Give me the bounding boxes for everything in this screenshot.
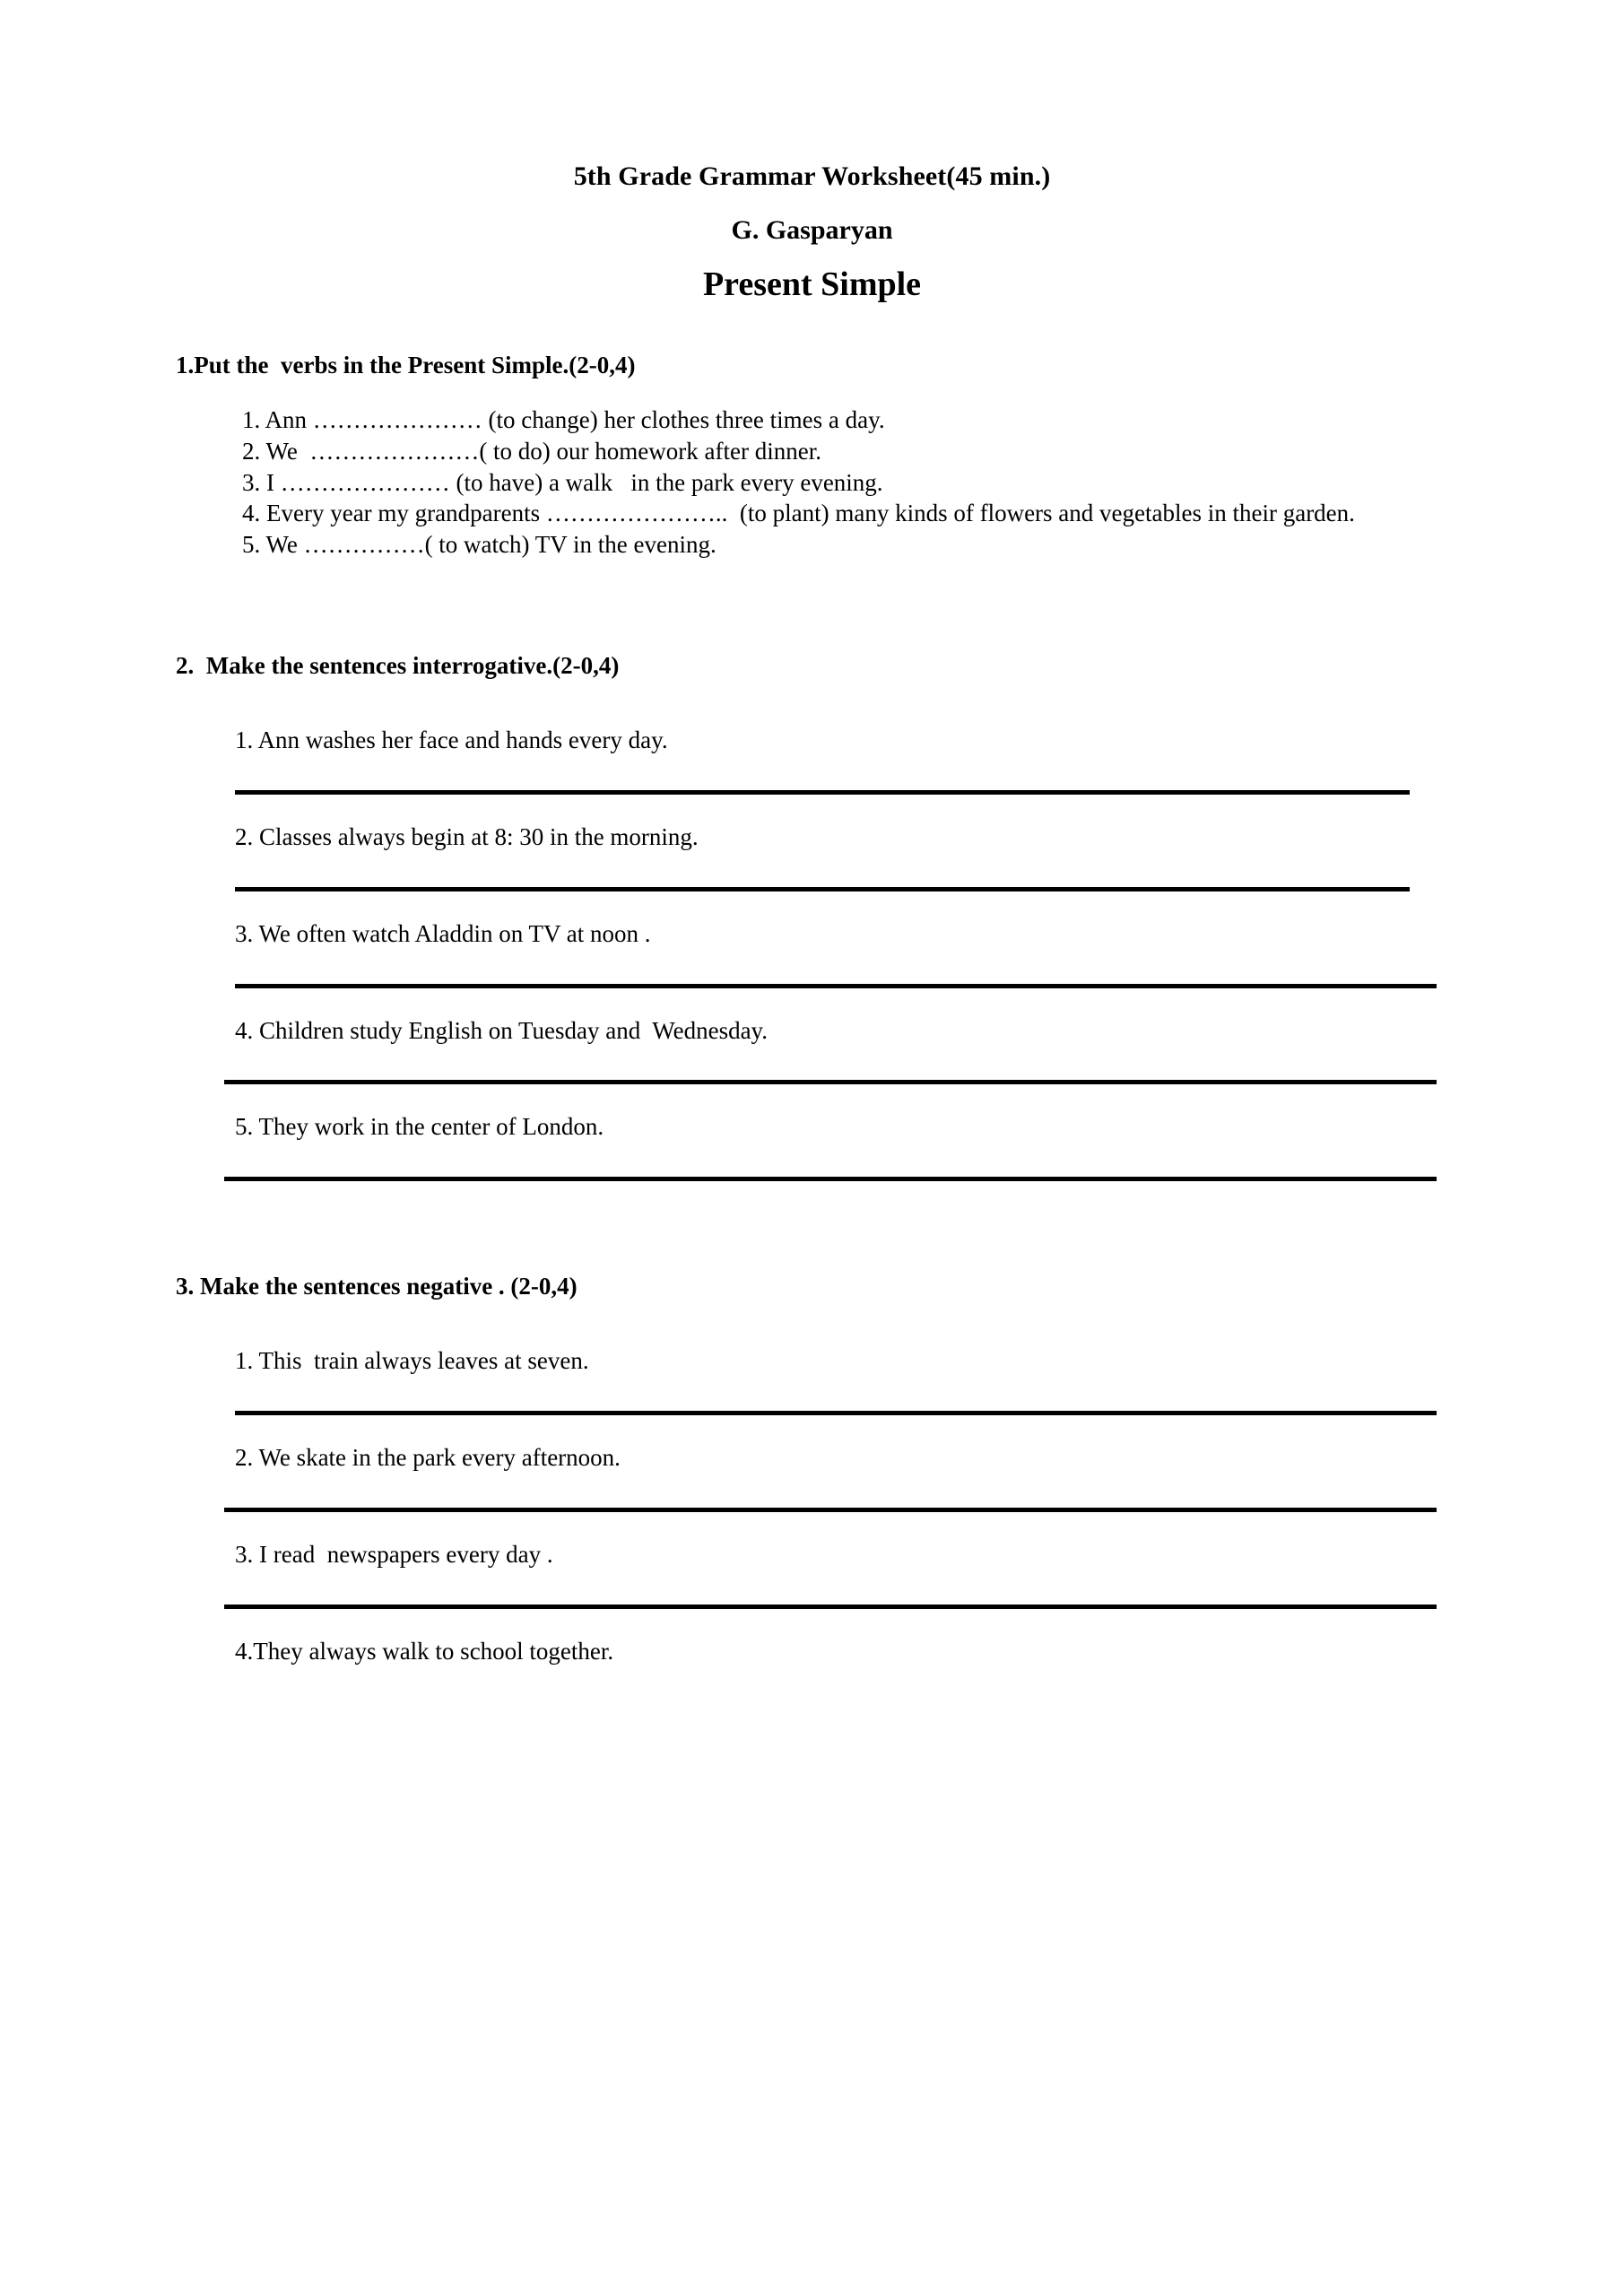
spacer [235,950,1516,984]
document-author: G. Gasparyan [731,215,893,245]
exercise-3-heading: 3. Make the sentences negative . (2-0,4) [176,1273,578,1300]
spacer [235,1143,1516,1177]
spacer [235,1609,1516,1636]
list-item: 3. We often watch Aladdin on TV at noon . [235,919,651,947]
spacer [235,756,1516,790]
spacer [176,1181,1516,1274]
list-item: 5. They work in the center of London. [235,1113,604,1141]
spacer [235,1474,1516,1508]
exercise-2-section [176,654,1516,1181]
list-item: 3. I read newspapers every day . [235,1540,553,1568]
spacer [235,1084,1516,1111]
exercise-1-items [176,404,1516,561]
list-item: 2. We skate in the park every afternoon. [235,1444,621,1472]
exercise-3-section [176,1274,1516,1666]
spacer [235,853,1516,887]
spacer [235,1046,1516,1080]
spacer [235,891,1516,918]
list-item: 4. Children study English on Tuesday and Wednesday. [235,1016,769,1044]
list-item: 1. Ann washes her face and hands every day. [235,726,668,754]
list-item: 4. Every year my grandparents ………………….. (to plant) many kinds of flowers and vegetables in their garden. [242,500,1355,527]
spacer [176,378,1516,404]
list-item: 3. I ………………… (to have) a walk in the park every evening. [242,468,883,496]
exercise-1-heading: 1.Put the verbs in the Present Simple.(2-0,4) [176,352,636,378]
list-item: 1. This train always leaves at seven. [235,1347,589,1375]
spacer [235,795,1516,822]
spacer [235,1377,1516,1411]
spacer [235,1415,1516,1442]
spacer [235,1570,1516,1605]
list-item: 5. We ……………( to watch) TV in the evening. [242,531,716,559]
exercise-1-section [176,353,1516,561]
exercise-2-items [176,725,1516,1181]
spacer [176,561,1516,654]
list-item: 2. Classes always begin at 8: 30 in the morning. [235,822,699,850]
exercise-2-heading: 2. Make the sentences interrogative.(2-0,4) [176,652,620,680]
worksheet-body [0,301,1624,1667]
list-item: 4.They always walk to school together. [235,1637,614,1665]
list-item: 2. We …………………( to do) our homework after dinner. [242,437,821,465]
document-header [0,0,1624,301]
spacer [235,1512,1516,1539]
spacer [176,678,1516,725]
exercise-3-items [176,1345,1516,1666]
document-topic-heading: Present Simple [702,265,922,303]
spacer [235,988,1516,1015]
document-title: 5th Grade Grammar Worksheet(45 min.) [573,161,1051,191]
spacer [176,1299,1516,1345]
list-item: 1. Ann ………………… (to change) her clothes three times a day. [242,406,885,433]
